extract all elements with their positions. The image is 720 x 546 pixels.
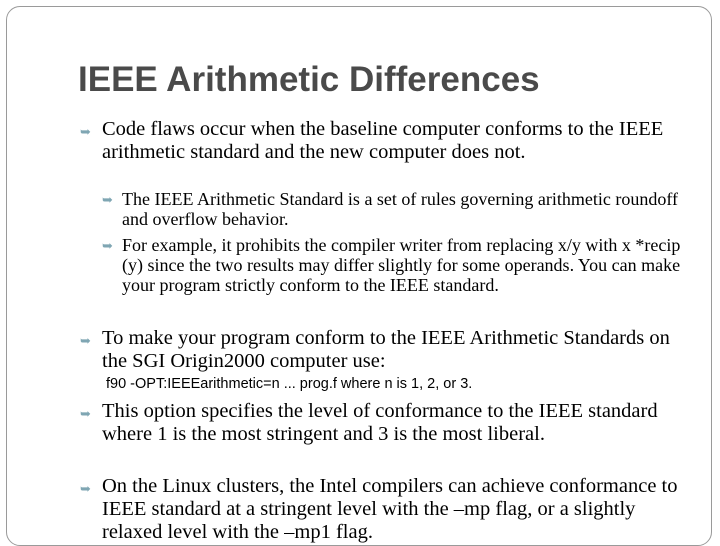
command-text: f90 -OPT:IEEEarithmetic=n ... prog.f where n is 1, 2, or 3. xyxy=(106,376,473,392)
curved-arrow-bullet-icon: ➥ xyxy=(80,333,91,348)
curved-arrow-bullet-icon: ➥ xyxy=(80,406,91,421)
bullet-text: On the Linux clusters, the Intel compilers can achieve conformance to IEEE standard at a stringent level with the –mp flag, or a slightly relaxed level with the –mp1 flag. xyxy=(102,475,678,543)
curved-arrow-bullet-icon: ➥ xyxy=(102,192,113,207)
bullet-text: Code flaws occur when the baseline computer conforms to the IEEE arithmetic standard and the new computer does not. xyxy=(102,118,664,163)
bullet-text: To make your program conform to the IEEE Arithmetic Standards on the SGI Origin2000 computer use: xyxy=(102,327,670,372)
bullet-text: This option specifies the level of conformance to the IEEE standard where 1 is the most stringent and 3 is the most liberal. xyxy=(102,400,658,445)
curved-arrow-bullet-icon: ➥ xyxy=(102,238,113,253)
sub-bullet-text: For example, it prohibits the compiler writer from replacing x/y with x *recip (y) since the two results may differ slightly for some operands. You can make your program strictly conform to the IEEE standard. xyxy=(122,235,681,295)
curved-arrow-bullet-icon: ➥ xyxy=(80,481,91,496)
slide-title: IEEE Arithmetic Differences xyxy=(78,60,540,99)
curved-arrow-bullet-icon: ➥ xyxy=(80,124,91,139)
sub-bullet-text: The IEEE Arithmetic Standard is a set of rules governing arithmetic roundoff and overflow behavior. xyxy=(122,189,679,229)
